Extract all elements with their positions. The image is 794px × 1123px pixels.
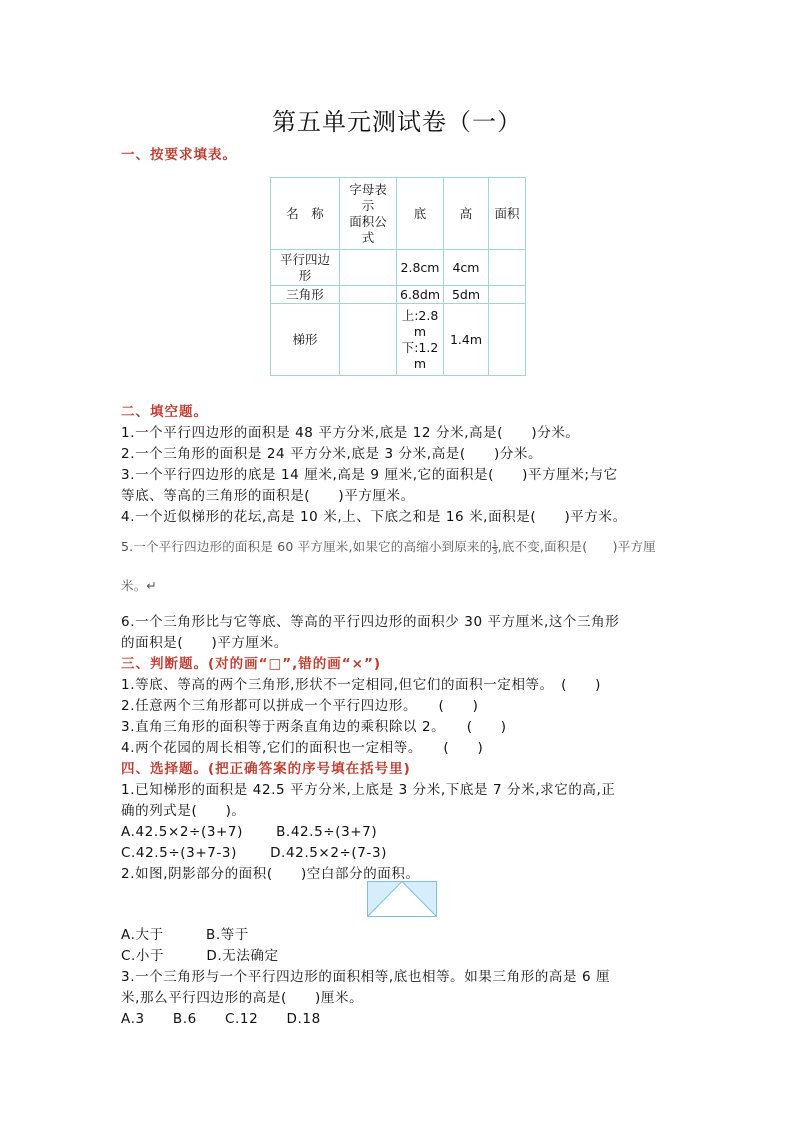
choice-question-2: 2.如图,阴影部分的面积( )空白部分的面积。 bbox=[121, 866, 420, 882]
choice-question-2-options-ab: A.大于 B.等于 bbox=[121, 927, 249, 943]
judge-question-1: 1.等底、等高的两个三角形,形状不一定相同,但它们的面积一定相等。 ( ) bbox=[121, 677, 602, 693]
row-formula[interactable] bbox=[340, 286, 397, 304]
table-row bbox=[271, 304, 526, 376]
row-name: 平行四边 形 bbox=[271, 250, 340, 286]
fill-question-2: 2.一个三角形的面积是 24 平方分米,底是 3 分米,高是( )分米。 bbox=[121, 446, 543, 462]
row-formula[interactable] bbox=[340, 304, 397, 376]
fill-question-5: 5.一个平行四边形的面积是 60 平方厘米,如果它的高缩小到原来的 $\frac{1}{3}$ ,底不变,面积是( )平方厘 bbox=[121, 539, 656, 556]
row-area[interactable] bbox=[489, 304, 526, 376]
section-3-heading: 三、判断题。(对的画“□”,错的画“×”) bbox=[121, 656, 382, 672]
fill-question-1: 1.一个平行四边形的面积是 48 平方分米,底是 12 分米,高是( )分米。 bbox=[121, 425, 580, 441]
judge-question-3: 3.直角三角形的面积等于两条直角边的乘积除以 2。 ( ) bbox=[121, 719, 507, 735]
choice-question-1-options-ab: A.42.5×2÷(3+7) B.42.5÷(3+7) bbox=[121, 824, 378, 840]
page-title: 第五单元测试卷（一） bbox=[272, 108, 522, 136]
choice-question-1-line-1: 1.已知梯形的面积是 42.5 平方分米,上底是 3 分米,下底是 7 分米,求它的高,正 bbox=[121, 782, 616, 798]
fill-question-6-line-2: 的面积是( )平方厘米。 bbox=[121, 635, 288, 651]
table-row bbox=[271, 250, 526, 286]
choice-question-3-line-1: 3.一个三角形与一个平行四边形的面积相等,底也相等。如果三角形的高是 6 厘 bbox=[121, 969, 611, 985]
row-height: 1.4m bbox=[444, 304, 489, 376]
header-height: 高 bbox=[444, 178, 489, 250]
row-area[interactable] bbox=[489, 250, 526, 286]
row-base: 上:2.8 m 下:1.2 m bbox=[397, 304, 444, 376]
choice-question-1-options-cd: C.42.5÷(3+7-3) D.42.5×2÷(7-3) bbox=[121, 845, 388, 861]
fill-question-6-line-1: 6.一个三角形比与它等底、等高的平行四边形的面积少 30 平方厘米,这个三角形 bbox=[121, 614, 620, 630]
header-area: 面积 bbox=[489, 178, 526, 250]
row-name: 梯形 bbox=[271, 304, 340, 376]
choice-question-3-line-2: 米,那么平行四边形的高是( )厘米。 bbox=[121, 990, 364, 1006]
fill-table bbox=[270, 177, 526, 376]
judge-question-2: 2.任意两个三角形都可以拼成一个平行四边形。 ( ) bbox=[121, 698, 479, 714]
section-2-heading: 二、填空题。 bbox=[121, 404, 208, 420]
fraction-one-third: $\frac{1}{3}$ bbox=[492, 539, 498, 556]
row-base: 6.8dm bbox=[397, 286, 444, 304]
fill-question-4: 4.一个近似梯形的花坛,高是 10 米,上、下底之和是 16 米,面积是( )平方米。 bbox=[121, 509, 627, 525]
fill-question-3-line-1: 3.一个平行四边形的底是 14 厘米,高是 9 厘米,它的面积是( )平方厘米;与它 bbox=[121, 467, 618, 483]
shaded-triangle-figure bbox=[367, 881, 437, 917]
header-base: 底 bbox=[397, 178, 444, 250]
section-4-heading: 四、选择题。(把正确答案的序号填在括号里) bbox=[121, 761, 411, 777]
choice-question-1-line-2: 确的列式是( )。 bbox=[121, 803, 246, 819]
choice-question-3-options: A.3 B.6 C.12 D.18 bbox=[121, 1011, 321, 1027]
row-area[interactable] bbox=[489, 286, 526, 304]
row-name: 三角形 bbox=[271, 286, 340, 304]
row-base: 2.8cm bbox=[397, 250, 444, 286]
row-height: 5dm bbox=[444, 286, 489, 304]
section-1-heading: 一、按要求填表。 bbox=[121, 147, 237, 163]
row-height: 4cm bbox=[444, 250, 489, 286]
header-formula: 字母表 示 面积公 式 bbox=[340, 178, 397, 250]
fill-question-5-continued: 米。↵ bbox=[121, 578, 158, 593]
header-name: 名 称 bbox=[271, 178, 340, 250]
choice-question-2-options-cd: C.小于 D.无法确定 bbox=[121, 948, 279, 964]
table-row bbox=[271, 286, 526, 304]
table-header-row bbox=[271, 178, 526, 250]
row-formula[interactable] bbox=[340, 250, 397, 286]
judge-question-4: 4.两个花园的周长相等,它们的面积也一定相等。 ( ) bbox=[121, 740, 484, 756]
fill-question-3-line-2: 等底、等高的三角形的面积是( )平方厘米。 bbox=[121, 488, 415, 504]
